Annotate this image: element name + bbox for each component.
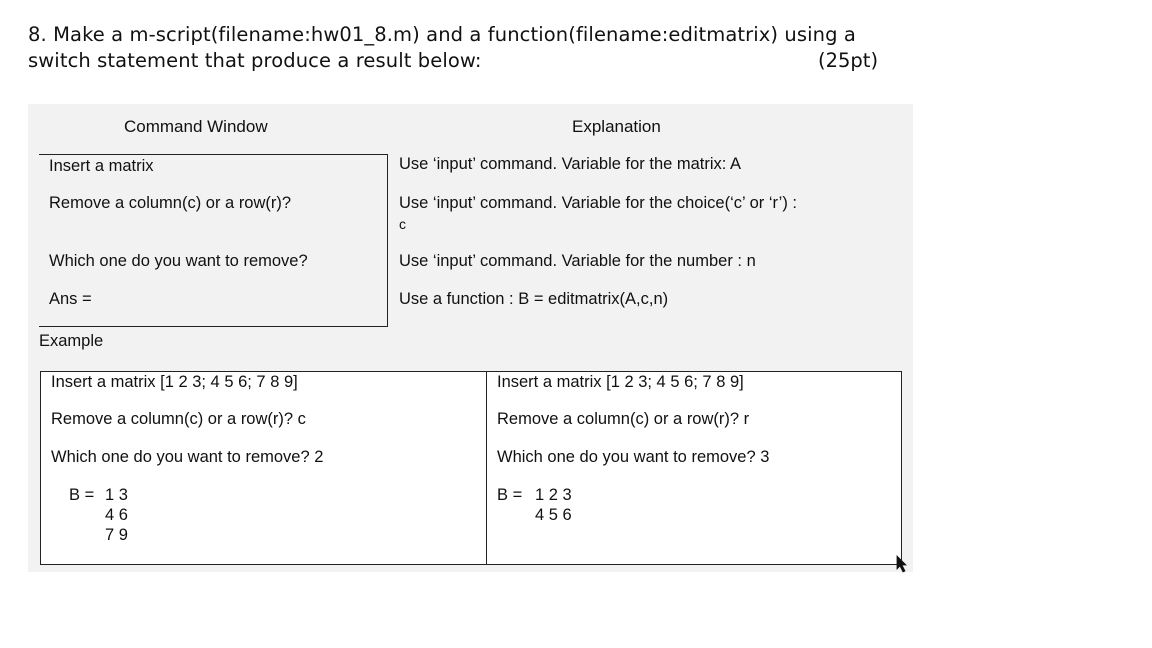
example-left-result-row-2: 4 6 — [105, 506, 128, 524]
table-bottom-line — [39, 326, 388, 327]
example-right-box — [486, 371, 902, 565]
example-left-result-label: B = — [69, 486, 95, 504]
question-line-1: 8. Make a m-script(filename:hw01_8.m) and a function(filename:editmatrix) using a — [28, 23, 856, 46]
explanation-header: Explanation — [572, 117, 661, 136]
points-label: (25pt) — [818, 49, 879, 72]
explanation-row-1: Use ‘input’ command. Variable for the matrix: A — [399, 155, 742, 173]
command-row-3: Which one do you want to remove? — [49, 252, 308, 270]
explanation-row-3: Use ‘input’ command. Variable for the number : n — [399, 252, 756, 270]
example-right-result-label: B = — [497, 486, 523, 504]
example-right-result-row-2: 4 5 6 — [535, 506, 572, 524]
question-line-2: switch statement that produce a result below: — [28, 49, 482, 72]
example-left-result-row-1: 1 3 — [105, 486, 128, 504]
command-row-1: Insert a matrix — [49, 157, 154, 175]
example-left-result-row-3: 7 9 — [105, 526, 128, 544]
example-left-line-1: Insert a matrix [1 2 3; 4 5 6; 7 8 9] — [51, 373, 298, 391]
figure-panel — [28, 104, 913, 572]
explanation-row-2: Use ‘input’ command. Variable for the choice(‘c’ or ‘r’) : — [399, 194, 797, 212]
example-right-line-1: Insert a matrix [1 2 3; 4 5 6; 7 8 9] — [497, 373, 744, 391]
mouse-cursor-icon — [892, 554, 912, 576]
example-left-box — [40, 371, 487, 565]
example-label: Example — [39, 332, 104, 350]
table-divider — [387, 154, 388, 327]
table-top-line — [39, 154, 388, 155]
example-right-result-row-1: 1 2 3 — [535, 486, 572, 504]
example-left-line-2: Remove a column(c) or a row(r)? c — [51, 410, 306, 428]
example-right-line-2: Remove a column(c) or a row(r)? r — [497, 410, 750, 428]
command-row-4: Ans = — [49, 290, 92, 308]
example-right-line-3: Which one do you want to remove? 3 — [497, 448, 770, 466]
example-left-line-3: Which one do you want to remove? 2 — [51, 448, 324, 466]
explanation-row-2-cont: c — [399, 216, 406, 232]
command-window-header: Command Window — [124, 117, 268, 136]
command-row-2: Remove a column(c) or a row(r)? — [49, 194, 292, 212]
explanation-row-4: Use a function : B = editmatrix(A,c,n) — [399, 290, 669, 308]
